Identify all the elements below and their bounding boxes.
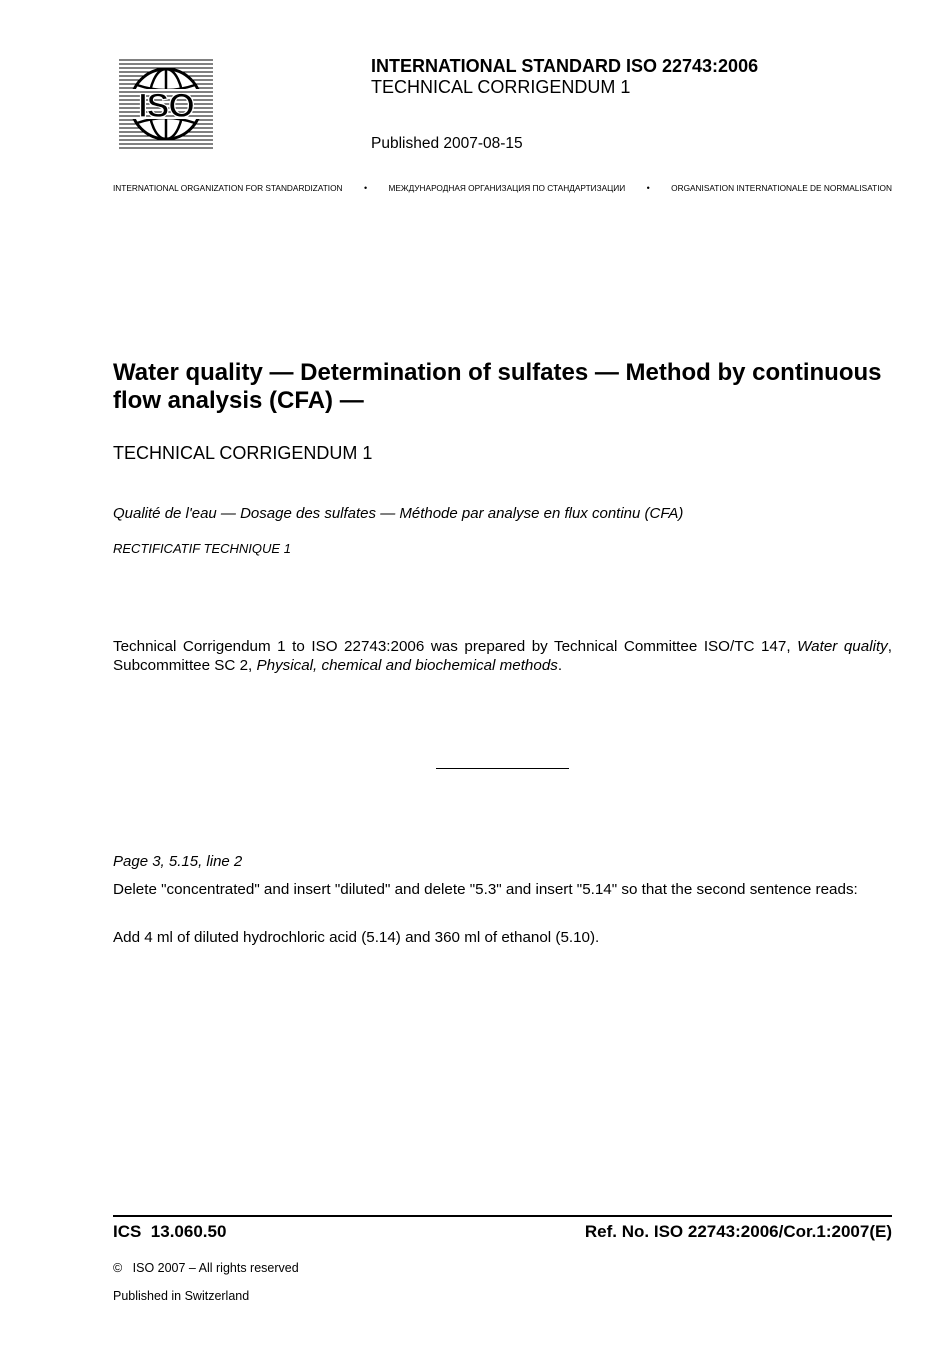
french-title: Qualité de l'eau — Dosage des sulfates — Méthode par analyse en flux continu (CFA): [113, 505, 684, 522]
document-title: Water quality — Determination of sulfates — Method by continuous flow analysis (CFA) —: [113, 359, 882, 414]
published-in: Published in Switzerland: [113, 1289, 250, 1303]
committee-name: Water quality: [797, 638, 888, 655]
reference-number: Ref. No. ISO 22743:2006/Cor.1:2007(E): [584, 1222, 892, 1241]
bullet-separator: •: [363, 183, 368, 193]
preparation-text: Technical Corrigendum 1 to ISO 22743:2006 was prepared by Technical Committee ISO/TC 147,: [113, 638, 798, 655]
preparation-text: .: [557, 657, 563, 674]
standard-designation: INTERNATIONAL STANDARD ISO 22743:2006: [371, 56, 759, 76]
org-name-french: ORGANISATION INTERNATIONALE DE NORMALISATION: [671, 183, 892, 193]
ics-code: ICS 13.060.50: [113, 1222, 227, 1241]
correction-instruction: Delete "concentrated" and insert "diluted" and delete "5.3" and insert "5.14" so that the second sentence reads:: [113, 881, 858, 898]
section-divider: [436, 768, 569, 769]
correction-location: Page 3, 5.15, line 2: [113, 853, 243, 870]
publication-date: Published 2007-08-15: [371, 135, 523, 152]
org-name-english: INTERNATIONAL ORGANIZATION FOR STANDARDIZATION: [113, 183, 343, 193]
subcommittee-name: Physical, chemical and biochemical methods: [256, 657, 558, 674]
preparation-statement: [113, 637, 892, 675]
french-subtitle: RECTIFICATIF TECHNIQUE 1: [113, 541, 291, 556]
iso-logo: [117, 57, 215, 151]
bullet-separator: •: [646, 183, 650, 193]
org-name-russian: МЕЖДУНАРОДНАЯ ОРГАНИЗАЦИЯ ПО СТАНДАРТИЗАЦИИ: [388, 183, 626, 193]
svg-text:ISO: ISO: [138, 87, 194, 125]
corrected-sentence: Add 4 ml of diluted hydrochloric acid (5.14) and 360 ml of ethanol (5.10).: [113, 929, 600, 946]
corrigendum-label: TECHNICAL CORRIGENDUM 1: [371, 77, 631, 97]
document-subtitle: TECHNICAL CORRIGENDUM 1: [113, 443, 373, 463]
footer-rule: [113, 1215, 892, 1217]
preparation-text: , Subcommittee SC 2,: [113, 638, 892, 674]
copyright-notice: © ISO 2007 – All rights reserved: [113, 1261, 299, 1275]
organization-names: [113, 182, 892, 194]
